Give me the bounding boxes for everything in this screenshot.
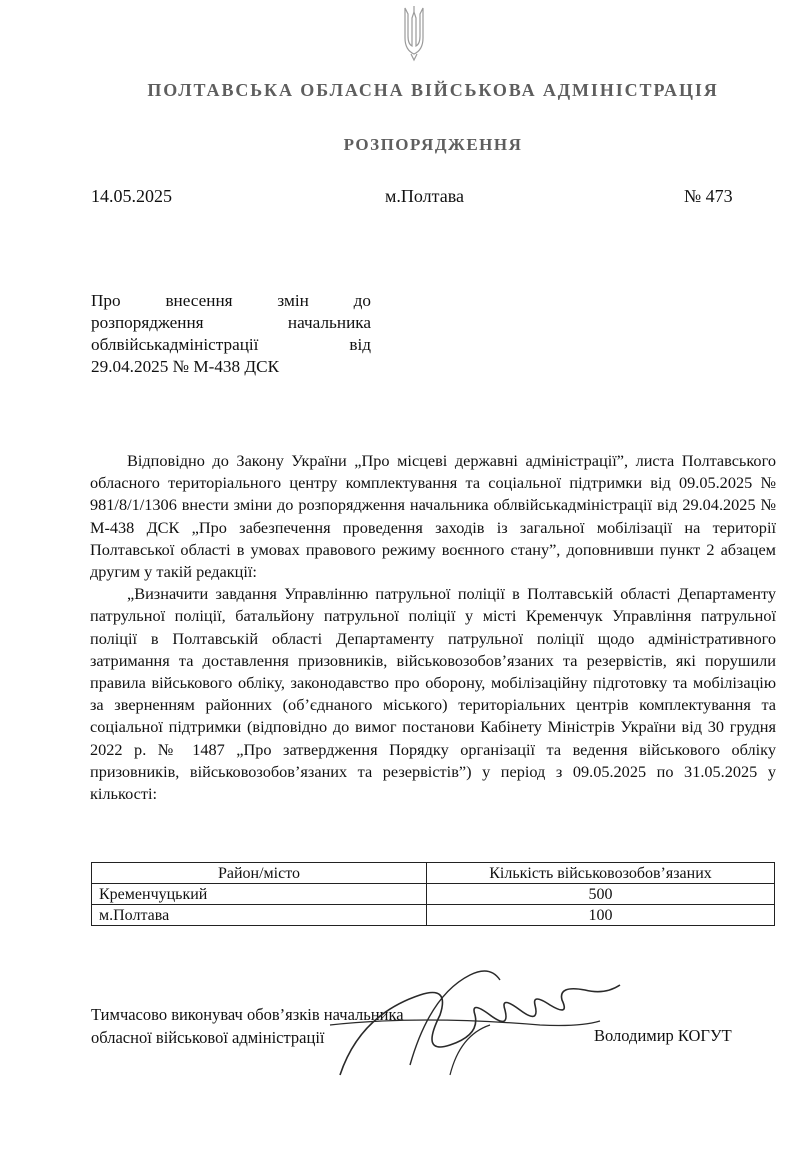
column-header-district: Район/місто	[92, 863, 427, 884]
column-header-count: Кількість військовозобов’язаних	[427, 863, 775, 884]
table-cell-district: м.Полтава	[92, 905, 427, 926]
trident-coat-of-arms-icon	[402, 4, 426, 62]
document-date: 14.05.2025	[91, 186, 172, 206]
document-type-title: РОЗПОРЯДЖЕННЯ	[343, 135, 523, 154]
body-paragraph-quoted-amendment: „Визначити завдання Управлінню патрульної поліції в Полтавській області Департаменту патрульної поліції, батальйону патрульної поліції у місті Кременчук Управління патрульної поліції в Полтавській області Департаменту патрульної поліції щодо адміністративного затримання та доставлення призовників, військовозобов’язаних та резервістів, які порушили правила військового обліку, законодавство про оборону, мобілізаційну підготовку та мобілізацію за зверненням районних (об’єднаного міського) територіальних центрів комплектування та соціальної підтримки (відповідно до вимог постанови Кабінету Міністрів України від 30 грудня 2022 р. № 1487 „Про затвердження Порядку організації та ведення військового обліку призовників, військовозобов’язаних та резервістів”) у період з 09.05.2025 по 31.05.2025 у кількості:	[90, 584, 776, 804]
subject-line: облвійськадміністрації від	[91, 335, 371, 354]
handwritten-signature	[300, 955, 630, 1085]
subject-line: розпорядження начальника	[91, 313, 371, 332]
table-cell-count: 100	[427, 905, 775, 926]
subject-block	[91, 290, 371, 378]
subject-line: 29.04.2025 № М-438 ДСК	[91, 357, 280, 376]
document-place: м.Полтава	[385, 186, 464, 206]
organization-name: ПОЛТАВСЬКА ОБЛАСНА ВІЙСЬКОВА АДМІНІСТРАЦІЯ	[147, 80, 719, 100]
document-number: № 473	[684, 186, 733, 206]
body-paragraph-preamble: Відповідно до Закону України „Про місцеві державні адміністрації”, листа Полтавського обласного територіального центру комплектування та соціальної підтримки від 09.05.2025 № 981/8/1/1306 внести зміни до розпорядження начальника облвійськадміністрації від 29.04.2025 № М-438 ДСК „Про забезпечення проведення заходів із загальної мобілізації на території Полтавської області в умовах правового режиму воєнного стану”, доповнивши пункт 2 абзацем другим у такій редакції:	[90, 451, 776, 582]
order-body	[90, 450, 776, 805]
allocation-table	[91, 862, 775, 926]
table-header-row	[92, 863, 775, 884]
subject-line: Про внесення змін до	[91, 291, 371, 310]
table-row	[92, 884, 775, 905]
signatory-name: Володимир КОГУТ	[594, 1026, 732, 1045]
table-cell-count: 500	[427, 884, 775, 905]
table-cell-district: Кременчуцький	[92, 884, 427, 905]
signatory-position-line: обласної військової адміністрації	[91, 1028, 325, 1047]
table-row	[92, 905, 775, 926]
signatory-position-line: Тимчасово виконувач обов’язків начальника	[91, 1005, 404, 1024]
